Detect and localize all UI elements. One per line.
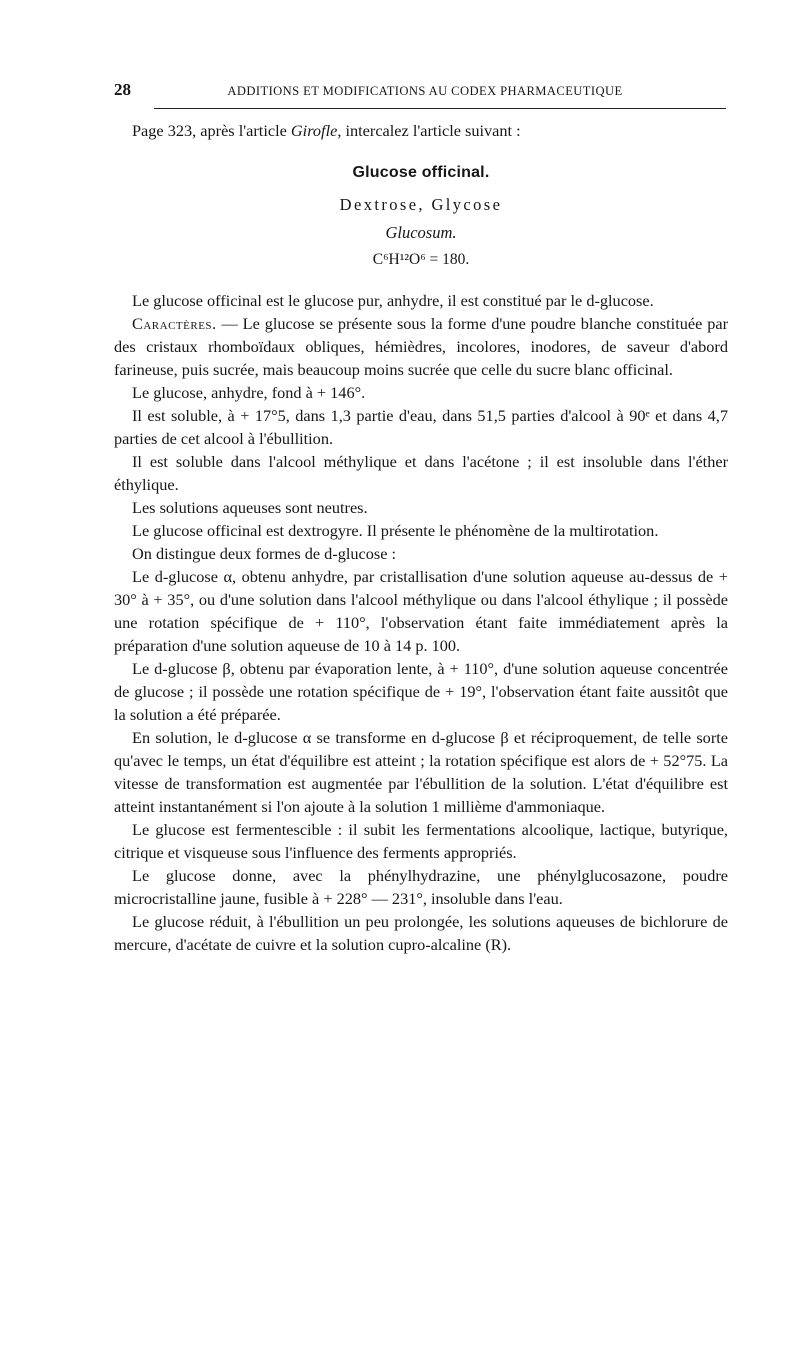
paragraph-text: Il est soluble, à + 17°5, dans 1,3 partie d'eau, dans 51,5 parties d'alcool à 90ᵉ et dans 4,7 parties de cet alcool à l'ébullition. (114, 406, 728, 448)
paragraph (114, 404, 728, 450)
paragraph (114, 910, 728, 956)
article-title: Glucose officinal. (352, 164, 490, 181)
paragraph (114, 496, 728, 519)
paragraph (114, 289, 728, 312)
paragraph (114, 565, 728, 657)
paragraph (114, 818, 728, 864)
paragraph-text: Le d-glucose β, obtenu par évaporation lente, à + 110°, d'une solution aqueuse concentrée de glucose ; il possède une rotation spécifique de + 19°, l'observation étant faite aussitôt que la solution a été préparée. (114, 659, 728, 724)
paragraph-text: En solution, le d-glucose α se transforme en d-glucose β et réciproquement, de telle sorte qu'avec le temps, un état d'équilibre est atteint ; la rotation spécifique est alors de + 52°75. La vitesse de transformation est augmentée par l'ébullition de la solution. L'état d'équilibre est atteint instantanément si l'on ajoute à la solution 1 millième d'ammoniaque. (114, 728, 728, 816)
paragraph (114, 312, 728, 381)
paragraph (114, 864, 728, 910)
paragraph (114, 519, 728, 542)
paragraph-text: Il est soluble dans l'alcool méthylique et dans l'acétone ; il est insoluble dans l'éther éthylique. (114, 452, 728, 494)
paragraph-lead: Caractères. (132, 314, 217, 333)
article-latin-name: Glucosum. (385, 223, 457, 242)
paragraph-text: — Le glucose se présente sous la forme d'une poudre blanche constituée par des cristaux rhomboïdaux obliques, hémièdres, incolores, inodores, de saveur d'abord farineuse, puis sucrée, mais beaucoup moins sucrée que celle du sucre blanc officinal. (114, 314, 728, 379)
article-synonyms: Dextrose, Glycose (339, 195, 503, 214)
paragraph-text: Le glucose, anhydre, fond à + 146°. (132, 383, 366, 402)
chemical-formula: C⁶H¹²O⁶ = 180. (372, 251, 470, 268)
intro-line (114, 118, 728, 143)
article-title-block (114, 159, 728, 274)
paragraph-text: Le glucose officinal est dextrogyre. Il présente le phénomène de la multirotation. (132, 521, 659, 540)
paragraph (114, 381, 728, 404)
document-page (114, 80, 728, 956)
paragraph (114, 542, 728, 565)
paragraph-text: On distingue deux formes de d-glucose : (132, 544, 397, 563)
intro-text-before: Page 323, après l'article (132, 121, 291, 140)
paragraph (114, 450, 728, 496)
intro-text-after: , intercalez l'article suivant : (337, 121, 521, 140)
paragraph-text: Les solutions aqueuses sont neutres. (132, 498, 368, 517)
paragraph (114, 726, 728, 818)
paragraph-text: Le glucose est fermentescible : il subit les fermentations alcoolique, lactique, butyrique, citrique et visqueuse sous l'influence des ferments appropriés. (114, 820, 728, 862)
paragraph-text: Le glucose donne, avec la phénylhydrazine, une phénylglucosazone, poudre microcristalline jaune, fusible à + 228° — 231°, insoluble dans l'eau. (114, 866, 728, 908)
intro-italic-reference: Girofle (290, 121, 338, 140)
header-rule (154, 108, 726, 109)
running-title: ADDITIONS ET MODIFICATIONS AU CODEX PHARMACEUTIQUE (227, 84, 623, 98)
paragraph-text: Le glucose officinal est le glucose pur, anhydre, il est constitué par le d-glucose. (132, 291, 654, 310)
article-body (114, 289, 728, 956)
paragraph-text: Le glucose réduit, à l'ébullition un peu prolongée, les solutions aqueuses de bichlorure de mercure, d'acétate de cuivre et la solution cupro-alcaline (R). (114, 912, 728, 954)
paragraph-text: Le d-glucose α, obtenu anhydre, par cristallisation d'une solution aqueuse au-dessus de + 30° à + 35°, ou d'une solution dans l'alcool méthylique ou dans l'alcool éthylique ; il possède une rotation spécifique de + 110°, l'observation étant faite immédiatement après la préparation d'une solution aqueuse de 10 à 14 p. 100. (114, 567, 728, 655)
running-header (114, 80, 728, 104)
page-number: 28 (114, 80, 131, 99)
paragraph (114, 657, 728, 726)
